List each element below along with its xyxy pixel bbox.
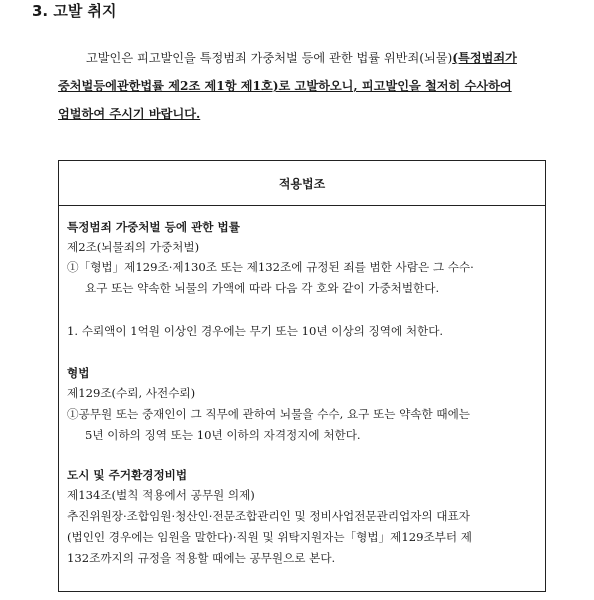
law-title-criminal-act: 형법 (67, 366, 90, 380)
article-134-title: 제134조(벌칙 적용에서 공무원 의제) (67, 488, 255, 502)
intro-paragraph (58, 44, 548, 128)
article-129-clause-1-line-2: 5년 이하의 징역 또는 10년 이하의 자격정지에 처한다. (85, 428, 361, 442)
article-134-line-1: 추진위원장·조합임원·청산인·전문조합관리인 및 정비사업전문관리업자의 대표자 (67, 509, 470, 523)
article-2-title: 제2조(뇌물죄의 가중처벌) (67, 240, 200, 254)
applicable-law-box (58, 160, 546, 592)
intro-line-1-plain: 고발인은 피고발인을 특정범죄 가중처벌 등에 관한 법률 위반죄(뇌물) (86, 51, 453, 65)
article-2-item-1: 1. 수뢰액이 1억원 이상인 경우에는 무기 또는 10년 이상의 징역에 처한다. (67, 324, 444, 338)
intro-line-1 (58, 44, 548, 72)
article-134-line-3: 132조까지의 규정을 적용할 때에는 공무원으로 본다. (67, 551, 336, 565)
article-129-title: 제129조(수뢰, 사전수뢰) (67, 386, 196, 400)
section-heading: 3. 고발 취지 (32, 2, 117, 20)
article-2-clause-1-line-1: ①「형법」제129조·제130조 또는 제132조에 규정된 죄를 범한 사람은 그 수수· (67, 260, 474, 274)
intro-line-3: 엄벌하여 주시기 바랍니다. (58, 107, 201, 121)
law-title-special-crimes: 특정범죄 가중처벌 등에 관한 법률 (67, 220, 240, 234)
intro-line-1-underlined: (특정범죄가 (452, 51, 517, 65)
article-134-line-2: (법인인 경우에는 임원을 말한다)·직원 및 위탁지원자는「형법」제129조부터 제 (67, 530, 472, 544)
article-129-clause-1-line-1: ①공무원 또는 중재인이 그 직무에 관하여 뇌물을 수수, 요구 또는 약속한 때에는 (67, 407, 471, 421)
intro-line-2: 중처벌등에관한법률 제2조 제1항 제1호)로 고발하오니, 피고발인을 철저히 수사하여 (58, 79, 512, 93)
article-2-clause-1-line-2: 요구 또는 약속한 뇌물의 가액에 따라 다음 각 호와 같이 가중처벌한다. (85, 281, 440, 295)
box-title: 적용법조 (59, 161, 545, 206)
law-title-urban-housing: 도시 및 주거환경정비법 (67, 468, 188, 482)
